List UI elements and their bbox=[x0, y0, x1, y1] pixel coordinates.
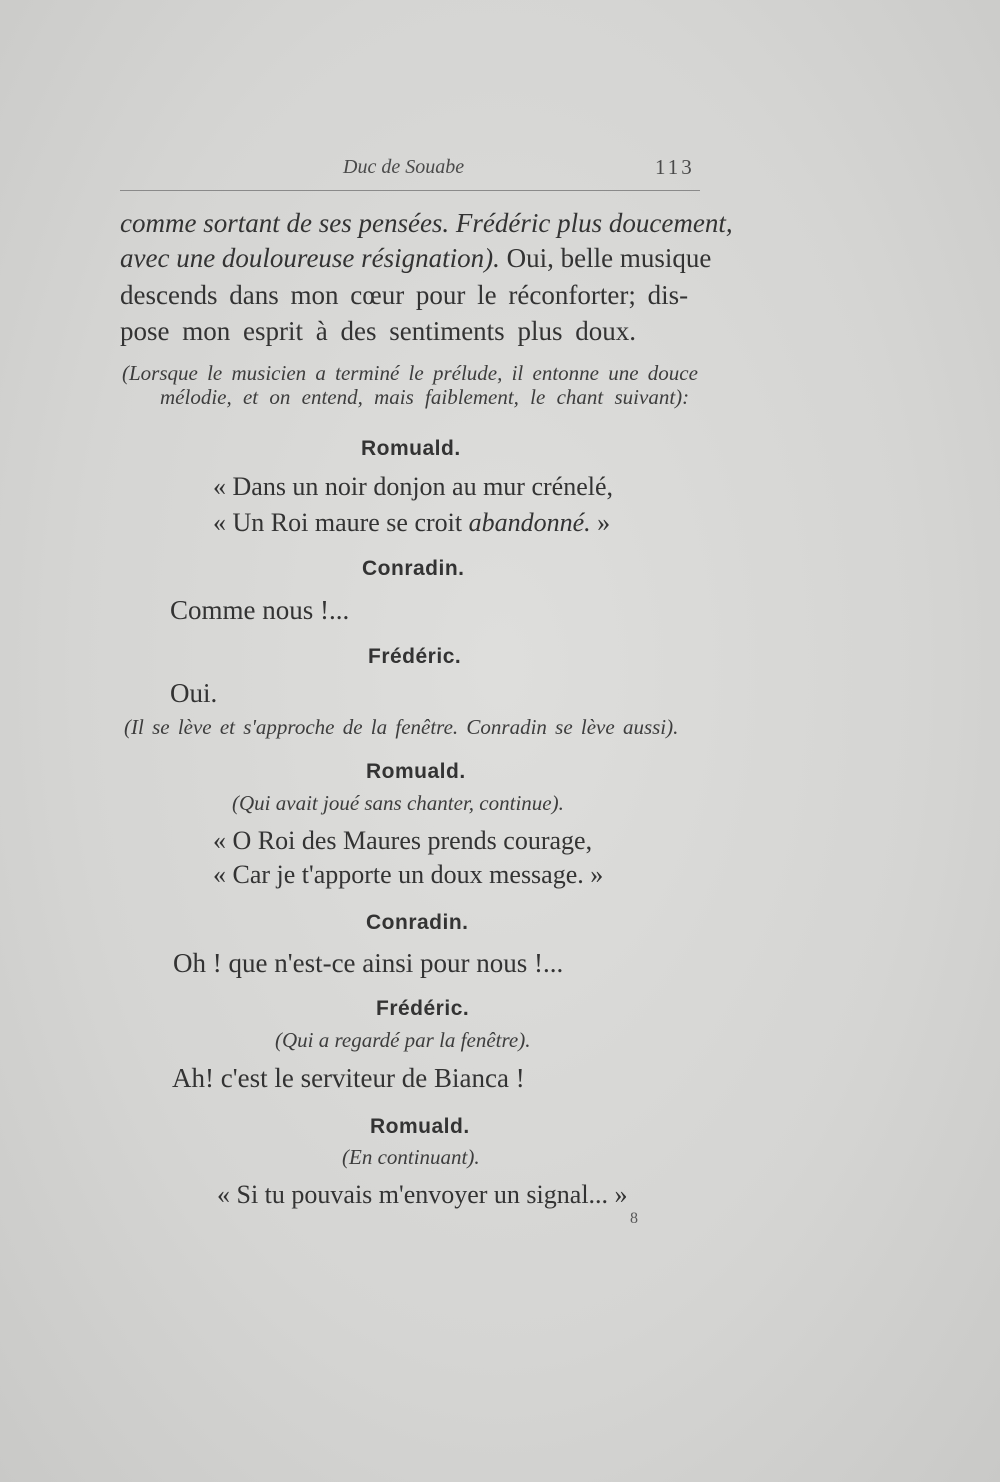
text-line bbox=[120, 243, 711, 274]
speaker-name: Romuald. bbox=[370, 1115, 470, 1138]
text-line bbox=[120, 208, 733, 239]
stage-direction: (Il se lève et s'approche de la fenêtre. Conradin se lève aussi). bbox=[124, 715, 679, 739]
speaker-name: Romuald. bbox=[366, 760, 466, 783]
stage-direction: (Lorsque le musicien a terminé le prélude, il entonne une douce bbox=[122, 361, 698, 385]
page-number: 113 bbox=[655, 155, 695, 179]
signature-mark: 8 bbox=[630, 1210, 638, 1227]
verse-line bbox=[213, 508, 610, 538]
stage-direction: mélodie, et on entend, mais faiblement, le chant suivant): bbox=[160, 385, 690, 409]
speaker-name: Frédéric. bbox=[376, 997, 470, 1020]
dialogue-line: Oui. bbox=[170, 678, 218, 708]
italic-stage-text: comme sortant de ses pensées. Frédéric plus doucement, bbox=[120, 208, 733, 238]
verse-line: « Dans un noir donjon au mur crénelé, bbox=[213, 472, 614, 501]
verse-line: « Si tu pouvais m'envoyer un signal... » bbox=[217, 1180, 628, 1209]
text-line: descends dans mon cœur pour le réconforter; dis- bbox=[120, 280, 689, 310]
speaker-name: Romuald. bbox=[361, 437, 461, 460]
dialogue-text: Oui, belle musique bbox=[499, 243, 712, 273]
verse-italic-word: abandonné. bbox=[468, 508, 591, 537]
stage-direction: (Qui a regardé par la fenêtre). bbox=[275, 1028, 531, 1052]
header-rule bbox=[120, 190, 700, 191]
speaker-name: Conradin. bbox=[366, 911, 469, 934]
verse-text: « Un Roi maure se croit bbox=[213, 508, 469, 537]
italic-stage-text: avec une douloureuse résignation). bbox=[120, 243, 500, 273]
verse-line: « Car je t'apporte un doux message. » bbox=[213, 860, 604, 889]
dialogue-line: Oh ! que n'est-ce ainsi pour nous !... bbox=[173, 948, 564, 978]
text-line: pose mon esprit à des sentiments plus doux. bbox=[120, 316, 636, 346]
speaker-name: Conradin. bbox=[362, 557, 465, 580]
verse-line: « O Roi des Maures prends courage, bbox=[213, 826, 593, 855]
stage-direction: (En continuant). bbox=[342, 1145, 480, 1169]
stage-direction: (Qui avait joué sans chanter, continue). bbox=[232, 791, 564, 815]
dialogue-line: Comme nous !... bbox=[170, 595, 350, 625]
dialogue-line: Ah! c'est le serviteur de Bianca ! bbox=[172, 1063, 525, 1093]
speaker-name: Frédéric. bbox=[368, 645, 462, 668]
verse-text: » bbox=[590, 508, 611, 537]
running-title: Duc de Souabe bbox=[343, 156, 465, 178]
